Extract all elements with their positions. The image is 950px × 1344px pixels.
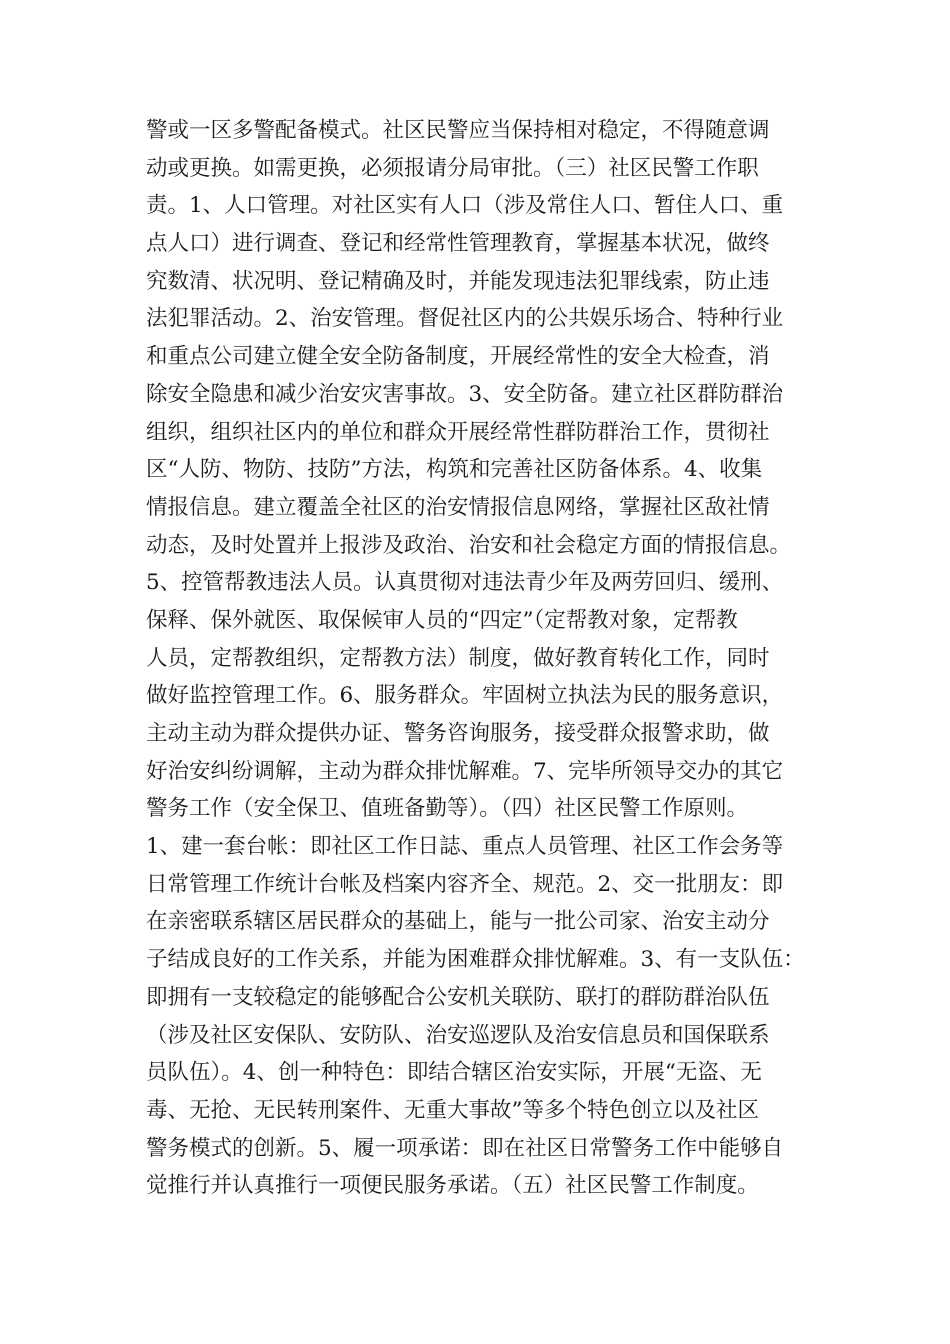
text-line: 好治安纠纷调解，主动为群众排忧解难。7、完毕所领导交办的其它 xyxy=(146,758,784,784)
text-line: 警务工作（安全保卫、值班备勤等）。（四）社区民警工作原则。 xyxy=(146,796,749,822)
text-line: 子结成良好的工作关系，并能为困难群众排忧解难。3、有一支队伍： xyxy=(146,947,805,973)
text-line: 除安全隐患和减少治安灾害事故。3、安全防备。建立社区群防群治 xyxy=(146,381,784,407)
text-line: 日常管理工作统计台帐及档案内容齐全、规范。2、交一批朋友：即 xyxy=(146,871,784,897)
text-line: 区“人防、物防、技防”方法，构筑和完善社区防备体系。4、收集 xyxy=(146,457,763,483)
text-line: 动态，及时处置并上报涉及政治、治安和社会稳定方面的情报信息。 xyxy=(146,532,792,558)
text-line: 动或更换。如需更换，必须报请分局审批。（三）社区民警工作职 xyxy=(146,155,759,181)
text-line: 责。1、人口管理。对社区实有人口（涉及常住人口、暂住人口、重 xyxy=(146,193,784,219)
text-line: （涉及社区安保队、安防队、治安巡逻队及治安信息员和国保联系 xyxy=(146,1022,770,1048)
text-line: 点人口）进行调查、登记和经常性管理教育，掌握基本状况，做终 xyxy=(146,231,770,257)
text-line: 警或一区多警配备模式。社区民警应当保持相对稳定，不得随意调 xyxy=(146,118,770,143)
text-line: 1、建一套台帐：即社区工作日誌、重点人员管理、社区工作会务等 xyxy=(146,834,784,860)
text-line: 毒、无抢、无民转刑案件、无重大事故”等多个特色创立以及社区 xyxy=(146,1097,759,1123)
text-line: 5、控管帮教违法人员。认真贯彻对违法青少年及两劳回归、缓刑、 xyxy=(146,570,784,596)
text-line: 在亲密联系辖区居民群众的基础上，能与一批公司家、治安主动分 xyxy=(146,909,770,935)
text-line: 究数清、状况明、登记精确及时，并能发现违法犯罪线索，防止违 xyxy=(146,268,770,294)
text-line: 员队伍）。4、创一种特色：即结合辖区治安实际，开展“无盗、无 xyxy=(146,1060,762,1086)
text-line: 即拥有一支较稳定的能够配合公安机关联防、联打的群防群治队伍 xyxy=(146,984,770,1010)
text-line: 警务模式的创新。5、履一项承诺：即在社区日常警务工作中能够自 xyxy=(146,1135,784,1161)
text-line: 人员，定帮教组织，定帮教方法）制度，做好教育转化工作，同时 xyxy=(146,645,770,671)
text-line: 情报信息。建立覆盖全社区的治安情报信息网络，掌握社区敌社情 xyxy=(146,494,770,520)
text-line: 主动主动为群众提供办证、警务咨询服务，接受群众报警求助，做 xyxy=(146,721,770,746)
text-line: 保释、保外就医、取保候审人员的“四定”（定帮教对象，定帮教 xyxy=(146,607,738,633)
text-line: 法犯罪活动。2、治安管理。督促社区内的公共娱乐场合、特种行业 xyxy=(146,306,784,332)
text-line: 觉推行并认真推行一项便民服务承诺。（五）社区民警工作制度。 xyxy=(146,1173,759,1199)
text-line: 和重点公司建立健全安全防备制度，开展经常性的安全大检查，消 xyxy=(146,344,770,370)
text-line: 做好监控管理工作。6、服务群众。牢固树立执法为民的服务意识， xyxy=(146,683,784,709)
document-body xyxy=(146,112,836,1205)
text-line: 组织，组织社区内的单位和群众开展经常性群防群治工作，贯彻社 xyxy=(146,419,770,445)
